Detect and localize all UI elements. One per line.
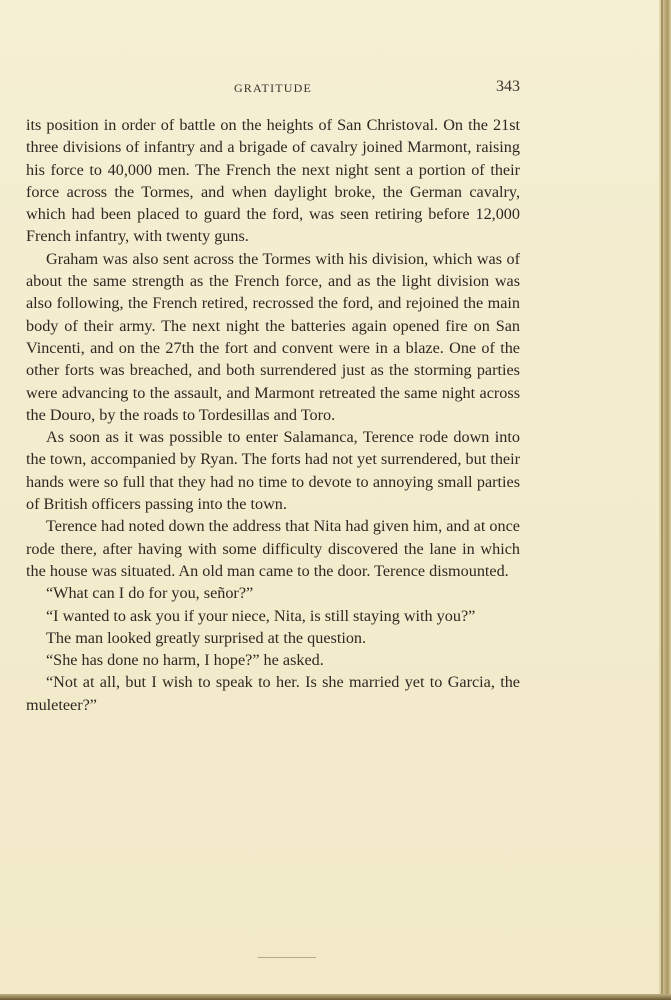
- page-bottom-edge: [0, 994, 671, 1000]
- paragraph-1: its position in order of battle on the heights of San Christoval. On the 21st three divisions of infantry and a brigade of cavalry joined Marmont, raising his force to 40,000 men. The French the next night sent a portion of their force across the Tormes, and when daylight broke, the German cavalry, which had been placed to guard the ford, was seen retiring before 12,000 French infantry, with twenty guns.: [26, 116, 520, 246]
- page-header: [26, 78, 520, 98]
- footer-rule: [258, 957, 316, 958]
- dialogue-line-3: “She has done no harm, I hope?” he asked.: [46, 651, 324, 670]
- running-title: GRATITUDE: [233, 81, 313, 95]
- dialogue-line-1: “What can I do for you, señor?”: [46, 584, 254, 603]
- paragraph-2: Graham was also sent across the Tormes with his division, which was of about the same strength as the French force, and as the light division was also following, the French retired, recrossed the ford, and rejoined the main body of their army. The next night the batteries again opened fire on San Vincenti, and on the 27th the fort and convent were in a blaze. One of the other forts was breached, and both surrendered just as the storming parties were advancing to the assault, and Marmont retreated the same night across the Douro, by the roads to Tordesillas and Toro.: [26, 249, 520, 424]
- dialogue-line-2: “I wanted to ask you if your niece, Nita, is still staying with you?”: [46, 606, 476, 625]
- paragraph-5: The man looked greatly surprised at the question.: [46, 628, 367, 647]
- page-edge-line: [661, 0, 663, 1000]
- page-number: 343: [496, 78, 520, 95]
- dialogue-line-4: “Not at all, but I wish to speak to her. Is she married yet to Garcia, the muleteer?”: [26, 673, 520, 714]
- paragraph-4: Terence had noted down the address that Nita had given him, and at once rode there, after having with some difficulty discovered the lane in which the house was situated. An old man came to the door. Terence dismounted.: [26, 517, 520, 580]
- paragraph-3: As soon as it was possible to enter Salamanca, Terence rode down into the town, accompanied by Ryan. The forts had not yet surrendered, but their hands were so full that they had no time to devote to annoying small parties of British officers passing into the town.: [26, 428, 520, 514]
- body-text: [26, 114, 520, 716]
